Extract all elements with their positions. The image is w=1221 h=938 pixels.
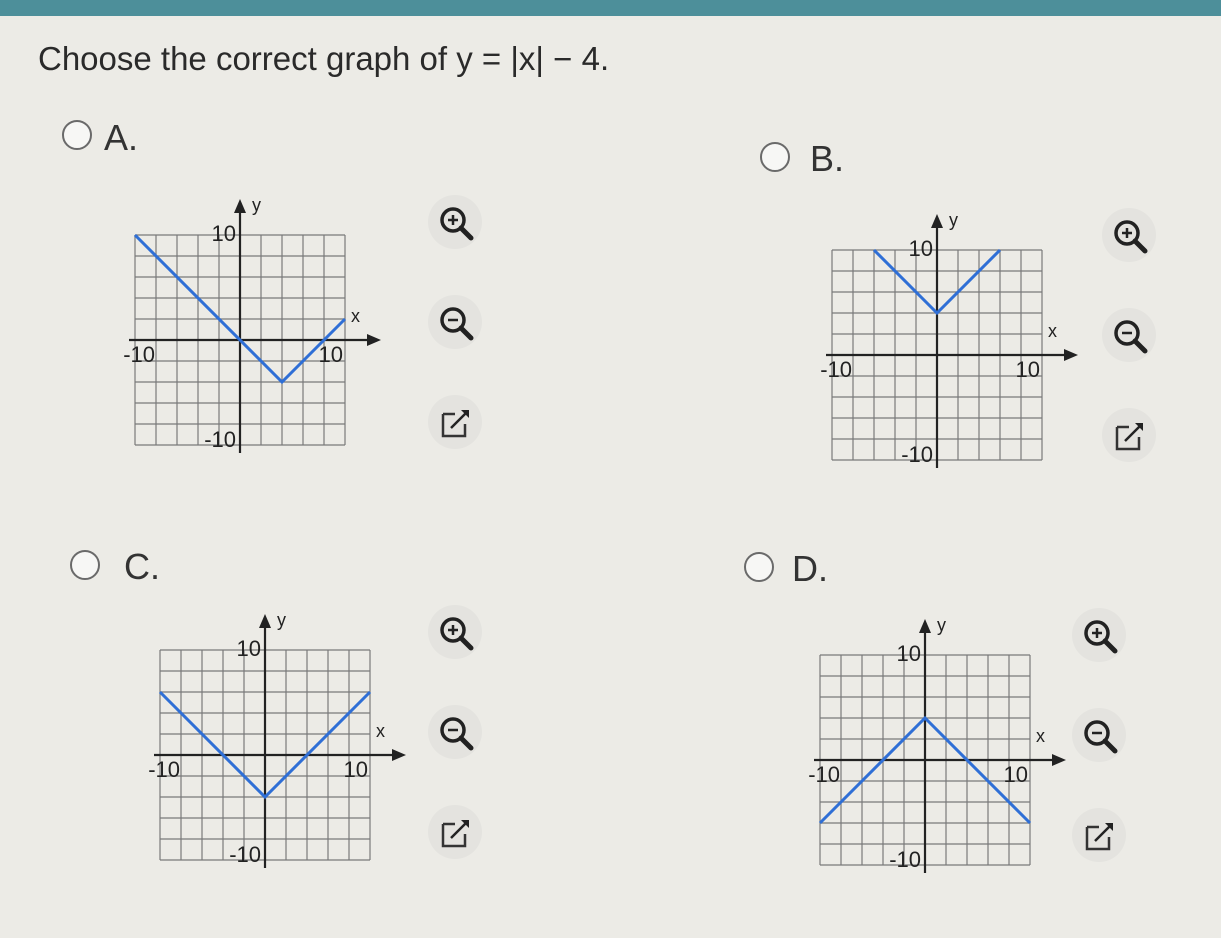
zoom-out-icon [435, 712, 475, 752]
tick-label-pos-y: 10 [896, 641, 921, 666]
tools-b [1102, 208, 1162, 448]
y-axis-label: y [949, 210, 958, 230]
external-link-icon [1109, 415, 1149, 455]
tick-label-neg-x: -10 [123, 342, 155, 367]
y-axis-arrow [234, 199, 246, 213]
graph-svg [812, 210, 1062, 480]
tick-label-neg-x: -10 [148, 757, 180, 782]
external-link-icon [435, 812, 475, 852]
tick-label-neg-y: -10 [229, 842, 261, 867]
x-axis-arrow [1064, 349, 1078, 361]
option-b-radio[interactable] [760, 142, 790, 172]
tick-label-pos-x: 10 [1003, 762, 1028, 787]
tick-label-pos-y: 10 [236, 636, 261, 661]
x-axis-arrow [367, 334, 381, 346]
zoom-out-icon [1079, 715, 1119, 755]
option-a-radio[interactable] [62, 120, 92, 150]
graph-a [115, 195, 365, 465]
tick-label-neg-y: -10 [204, 427, 236, 452]
option-d-label: D. [792, 548, 828, 589]
y-axis-label: y [277, 610, 286, 630]
x-axis-label: x [351, 306, 360, 326]
zoom-out-icon [1109, 315, 1149, 355]
option-d-radio[interactable] [744, 552, 774, 582]
external-link-icon [435, 402, 475, 442]
question-text: Choose the correct graph of y = |x| − 4. [38, 40, 610, 77]
graph-svg [800, 615, 1050, 885]
y-axis-arrow [259, 614, 271, 628]
zoom-in-icon [435, 612, 475, 652]
tick-label-pos-y: 10 [211, 221, 236, 246]
tick-label-pos-x: 10 [318, 342, 343, 367]
top-bar [0, 0, 1221, 16]
zoom-out-button[interactable] [1102, 308, 1156, 362]
external-link-icon [1079, 815, 1119, 855]
tick-label-pos-y: 10 [908, 236, 933, 261]
tools-a [428, 195, 488, 435]
zoom-in-button[interactable] [428, 195, 482, 249]
open-new-window-button[interactable] [1102, 408, 1156, 462]
tools-c [428, 605, 488, 845]
tick-label-neg-y: -10 [901, 442, 933, 467]
graph-d [800, 615, 1050, 885]
option-c-label: C. [124, 546, 160, 587]
option-b-label: B. [810, 138, 845, 179]
tick-label-pos-x: 10 [1015, 357, 1040, 382]
x-axis-label: x [1036, 726, 1045, 746]
graph-b [812, 210, 1062, 480]
x-axis-arrow [1052, 754, 1066, 766]
zoom-in-button[interactable] [1102, 208, 1156, 262]
zoom-in-icon [1079, 615, 1119, 655]
open-new-window-button[interactable] [428, 395, 482, 449]
zoom-out-button[interactable] [428, 705, 482, 759]
x-axis-arrow [392, 749, 406, 761]
tick-label-pos-x: 10 [343, 757, 368, 782]
option-c-radio[interactable] [70, 550, 100, 580]
tick-label-neg-y: -10 [889, 847, 921, 872]
tick-label-neg-x: -10 [820, 357, 852, 382]
zoom-out-icon [435, 302, 475, 342]
y-axis-arrow [931, 214, 943, 228]
zoom-in-icon [435, 202, 475, 242]
tools-d [1072, 608, 1132, 848]
zoom-in-button[interactable] [1072, 608, 1126, 662]
zoom-in-icon [1109, 215, 1149, 255]
option-a-label: A. [104, 117, 139, 158]
graph-svg [140, 610, 390, 880]
tick-label-neg-x: -10 [808, 762, 840, 787]
open-new-window-button[interactable] [1072, 808, 1126, 862]
graph-svg [115, 195, 365, 465]
open-new-window-button[interactable] [428, 805, 482, 859]
y-axis-label: y [937, 615, 946, 635]
graph-c [140, 610, 390, 880]
zoom-out-button[interactable] [428, 295, 482, 349]
x-axis-label: x [376, 721, 385, 741]
y-axis-arrow [919, 619, 931, 633]
zoom-out-button[interactable] [1072, 708, 1126, 762]
x-axis-label: x [1048, 321, 1057, 341]
zoom-in-button[interactable] [428, 605, 482, 659]
y-axis-label: y [252, 195, 261, 215]
